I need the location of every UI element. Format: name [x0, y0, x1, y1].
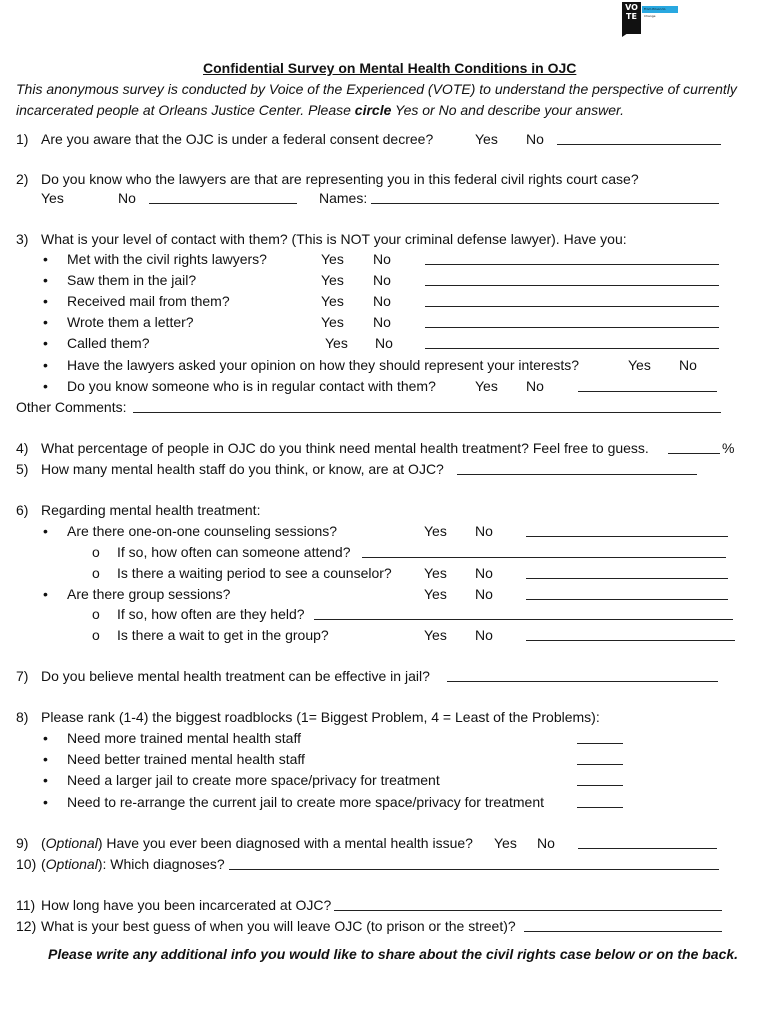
q4-number: 4) — [16, 440, 29, 456]
q10-text: (Optional): Which diagnoses? — [41, 856, 225, 872]
q8-item-better-staff: • Need better trained mental health staff — [67, 751, 305, 767]
q3-item-saw: • Saw them in the jail? — [67, 272, 196, 288]
q3-item-mail-no[interactable]: No — [373, 293, 391, 309]
q12-number: 12) — [16, 918, 37, 934]
q3-item-mail: • Received mail from them? — [67, 293, 230, 309]
q6-one-on-one-yes[interactable]: Yes — [424, 523, 447, 539]
q6-one-on-one-frequency: o If so, how often can someone attend? — [117, 544, 351, 560]
q2-names-label: Names: — [319, 190, 368, 206]
q6-group-sessions-line[interactable] — [526, 599, 728, 600]
q2-no[interactable]: No — [118, 190, 136, 206]
q3-item-opinion-no[interactable]: No — [679, 357, 697, 373]
q6-waiting-period-yes[interactable]: Yes — [424, 565, 447, 581]
q6-group-sessions: • Are there group sessions? — [67, 586, 230, 602]
q10-optional: Optional — [45, 856, 98, 872]
q4-text: What percentage of people in OJC do you think need mental health treatment? Feel free to guess. — [41, 440, 649, 456]
q3-item-letter: • Wrote them a letter? — [67, 314, 194, 330]
q6-group-frequency-line[interactable] — [314, 619, 733, 620]
q3-text: What is your level of contact with them? (This is NOT your criminal defense lawyer). Have you: — [41, 231, 627, 247]
q10-answer-line[interactable] — [229, 869, 719, 870]
q3-item-someone: • Do you know someone who is in regular contact with them? — [67, 378, 436, 394]
q6-group-wait-line[interactable] — [526, 640, 735, 641]
q2-answer-line[interactable] — [149, 203, 297, 204]
q7-answer-line[interactable] — [447, 681, 718, 682]
q3-item-opinion: • Have the lawyers asked your opinion on how they should represent your interests? — [67, 357, 579, 373]
q3-other-comments-line[interactable] — [133, 412, 721, 413]
q3-item-mail-yes[interactable]: Yes — [321, 293, 344, 309]
q2-number: 2) — [16, 171, 29, 187]
q3-item-met-line[interactable] — [425, 264, 719, 265]
q12-answer-line[interactable] — [524, 931, 722, 932]
q1-answer-line[interactable] — [557, 144, 721, 145]
q2-text: Do you know who the lawyers are that are representing you in this federal civil rights court case? — [41, 171, 639, 187]
q11-text: How long have you been incarcerated at OJC? — [41, 897, 332, 913]
q6-waiting-period-no[interactable]: No — [475, 565, 493, 581]
q3-item-mail-line[interactable] — [425, 306, 719, 307]
q3-item-met-yes[interactable]: Yes — [321, 251, 344, 267]
q3-item-letter-line[interactable] — [425, 327, 719, 328]
q9-text: (Optional) Have you ever been diagnosed with a mental health issue? — [41, 835, 473, 851]
q3-item-met-no[interactable]: No — [373, 251, 391, 267]
q12-text: What is your best guess of when you will leave OJC (to prison or the street)? — [41, 918, 516, 934]
q8-item-rearrange-jail: • Need to re-arrange the current jail to create more space/privacy for treatment — [67, 794, 544, 810]
q8-text: Please rank (1-4) the biggest roadblocks (1= Biggest Problem, 4 = Least of the Problems): — [41, 709, 600, 725]
q3-item-someone-no[interactable]: No — [526, 378, 544, 394]
q3-item-someone-line[interactable] — [578, 391, 717, 392]
q6-group-wait-no[interactable]: No — [475, 627, 493, 643]
q3-item-letter-yes[interactable]: Yes — [321, 314, 344, 330]
footer-note: Please write any additional info you would like to share about the civil rights case below or on the back. — [48, 946, 739, 962]
q5-number: 5) — [16, 461, 29, 477]
q7-text: Do you believe mental health treatment can be effective in jail? — [41, 668, 430, 684]
q1-no[interactable]: No — [526, 131, 544, 147]
q8-item-larger-jail: • Need a larger jail to create more space/privacy for treatment — [67, 772, 440, 788]
q2-names-line[interactable] — [371, 203, 719, 204]
q8-item-more-staff: • Need more trained mental health staff — [67, 730, 301, 746]
intro-circle-word: circle — [354, 102, 392, 118]
q8-number: 8) — [16, 709, 29, 725]
q3-item-someone-yes[interactable]: Yes — [475, 378, 498, 394]
q8-item-more-staff-rank[interactable] — [577, 743, 623, 744]
q3-item-called-line[interactable] — [425, 348, 719, 349]
q6-group-sessions-yes[interactable]: Yes — [424, 586, 447, 602]
q5-answer-line[interactable] — [457, 474, 697, 475]
q11-answer-line[interactable] — [334, 910, 722, 911]
q10-number: 10) — [16, 856, 37, 872]
q8-item-better-staff-rank[interactable] — [577, 764, 623, 765]
survey-title: Confidential Survey on Mental Health Conditions in OJC — [203, 60, 577, 76]
q3-item-letter-no[interactable]: No — [373, 314, 391, 330]
q9-optional: Optional — [45, 835, 98, 851]
vote-logo-text: VO TE — [625, 3, 638, 21]
q6-group-sessions-no[interactable]: No — [475, 586, 493, 602]
q6-group-frequency: o If so, how often are they held? — [117, 606, 305, 622]
q3-item-saw-line[interactable] — [425, 285, 719, 286]
q9-answer-line[interactable] — [578, 848, 717, 849]
q3-item-met: • Met with the civil rights lawyers? — [67, 251, 267, 267]
q1-number: 1) — [16, 131, 29, 147]
q4-percent-sign: % — [722, 440, 735, 456]
q6-group-wait: o Is there a wait to get in the group? — [117, 627, 329, 643]
q6-one-on-one: • Are there one-on-one counseling sessions? — [67, 523, 337, 539]
q3-item-saw-no[interactable]: No — [373, 272, 391, 288]
q6-waiting-period: o Is there a waiting period to see a counselor? — [117, 565, 392, 581]
intro-line-1: This anonymous survey is conducted by Voice of the Experienced (VOTE) to understand the perspective of currently — [16, 81, 737, 97]
q8-item-rearrange-jail-rank[interactable] — [577, 807, 623, 808]
q9-no[interactable]: No — [537, 835, 555, 851]
q3-item-called-yes[interactable]: Yes — [325, 335, 348, 351]
q6-text: Regarding mental health treatment: — [41, 502, 261, 518]
q1-yes[interactable]: Yes — [475, 131, 498, 147]
q6-group-wait-yes[interactable]: Yes — [424, 627, 447, 643]
q6-one-on-one-no[interactable]: No — [475, 523, 493, 539]
q3-other-comments-label: Other Comments: — [16, 399, 127, 415]
q6-waiting-period-line[interactable] — [526, 578, 728, 579]
q3-item-called: • Called them? — [67, 335, 150, 351]
q3-item-saw-yes[interactable]: Yes — [321, 272, 344, 288]
vote-logo-tail — [622, 31, 637, 37]
vote-logo-tagline: From Prison to Change — [642, 6, 678, 13]
q9-number: 9) — [16, 835, 29, 851]
q11-number: 11) — [16, 897, 36, 913]
q5-text: How many mental health staff do you think, or know, are at OJC? — [41, 461, 444, 477]
q1-text: Are you aware that the OJC is under a federal consent decree? — [41, 131, 434, 147]
q6-one-on-one-frequency-line[interactable] — [362, 557, 726, 558]
q2-yes[interactable]: Yes — [41, 190, 64, 206]
q4-answer-line[interactable] — [668, 453, 720, 454]
q9-yes[interactable]: Yes — [494, 835, 517, 851]
q6-number: 6) — [16, 502, 29, 518]
intro-line-2: incarcerated people at Orleans Justice Center. Please circle Yes or No and describe your answer. — [16, 102, 625, 118]
q3-item-called-no[interactable]: No — [375, 335, 393, 351]
q7-number: 7) — [16, 668, 29, 684]
q3-item-opinion-yes[interactable]: Yes — [628, 357, 651, 373]
q6-one-on-one-line[interactable] — [526, 536, 728, 537]
q3-number: 3) — [16, 231, 29, 247]
q8-item-larger-jail-rank[interactable] — [577, 785, 623, 786]
